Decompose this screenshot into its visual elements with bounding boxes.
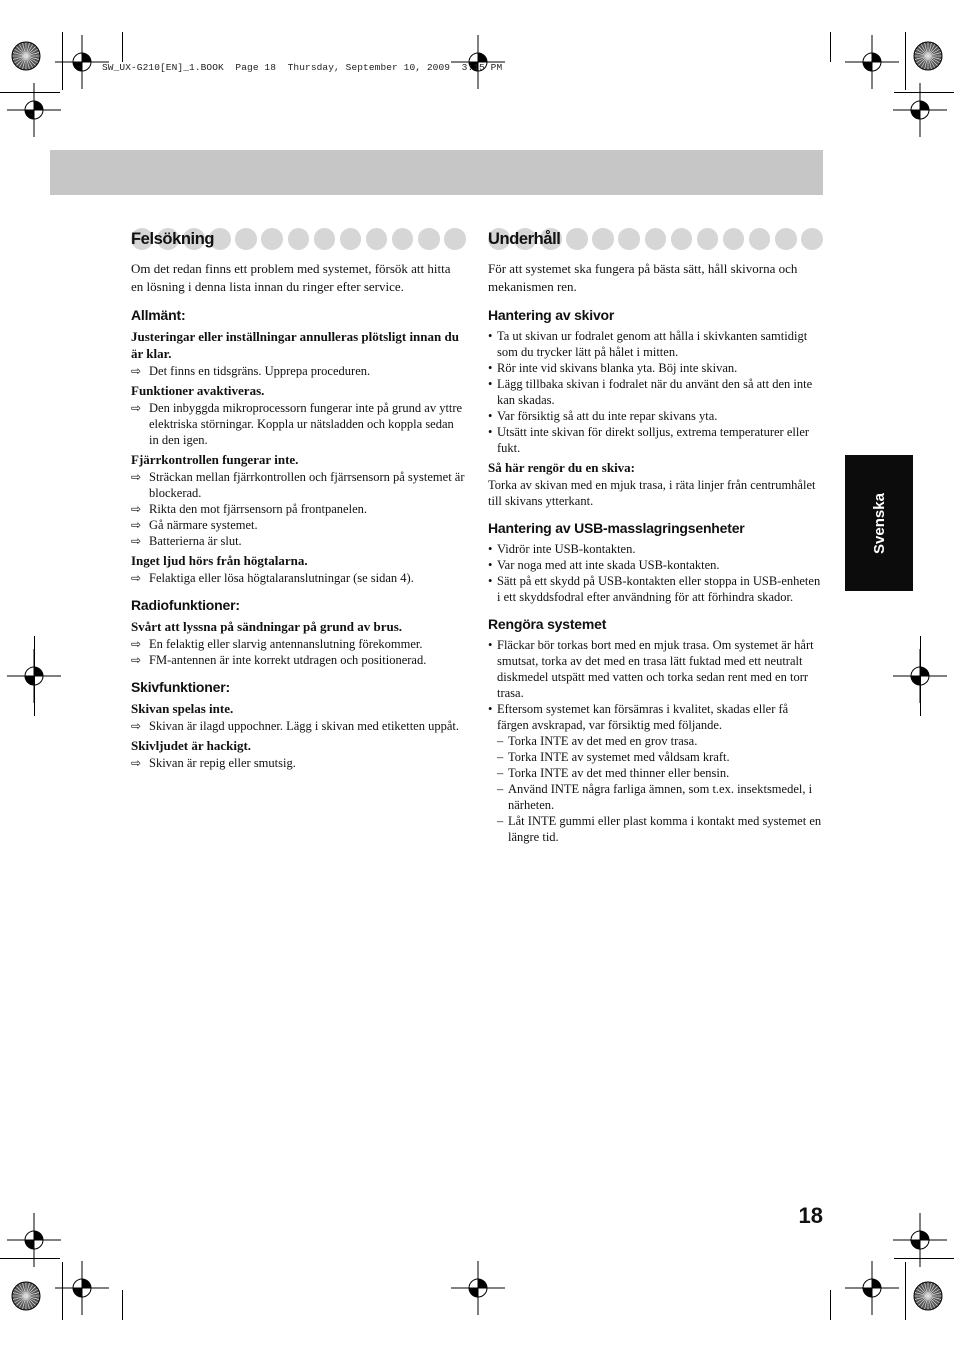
- print-header: SW_UX-G210[EN]_1.BOOK Page 18 Thursday, September 10, 2009 3:15 PM: [102, 62, 503, 73]
- radio-heading: Radiofunktioner:: [131, 597, 240, 613]
- language-tab: [845, 455, 913, 591]
- registration-mark-icon: [55, 35, 109, 89]
- crop-line: [122, 32, 123, 62]
- list-item: • Fläckar bör torkas bort med en mjuk trasa. Om systemet är hårt smutsat, torka av det med en trasa lätt fuktad med ett neutralt diskmedel utspätt med vatten och torka sedan rent med en torr trasa.: [488, 637, 823, 701]
- list-item: • Eftersom systemet kan försämras i kvalitet, skadas eller få färgen avskrapad, var försiktig med följande.: [488, 701, 823, 733]
- problem-title: Justeringar eller inställningar annulleras plötsligt innan du är klar.: [131, 329, 459, 361]
- crop-line: [830, 32, 831, 62]
- dash-item: – Använd INTE några farliga ämnen, som t.ex. insektsmedel, i närheten.: [488, 781, 823, 813]
- color-target-icon: [11, 41, 41, 71]
- maintenance-intro: För att systemet ska fungera på bästa sätt, håll skivorna och mekanismen ren.: [488, 261, 798, 294]
- problem-title: Skivan spelas inte.: [131, 701, 234, 716]
- problem-title: Inget ljud hörs från högtalarna.: [131, 553, 308, 568]
- registration-mark-icon: [845, 1261, 899, 1315]
- remedy-item: ⇨ Det finns en tidsgräns. Upprepa proceduren.: [131, 364, 371, 378]
- list-item: • Sätt på ett skydd på USB-kontakten eller stoppa in USB-enheten i ett skyddsfodral efter användning för att förhindra skador.: [488, 573, 823, 605]
- problem-title: Svårt att lyssna på sändningar på grund av brus.: [131, 619, 403, 634]
- remedy-item: ⇨ Gå närmare systemet.: [131, 518, 258, 532]
- troubleshooting-column: [131, 226, 466, 771]
- arrow-icon: ⇨: [131, 719, 142, 733]
- system-heading: Rengöra systemet: [488, 616, 607, 632]
- troubleshooting-heading: [131, 226, 466, 252]
- arrow-icon: ⇨: [131, 534, 142, 548]
- color-target-icon: [913, 1281, 943, 1311]
- registration-mark-icon: [845, 35, 899, 89]
- disc-cleaning-title: Så här rengör du en skiva:: [488, 460, 636, 475]
- problem-title: Skivljudet är hackigt.: [131, 738, 252, 753]
- arrow-icon: ⇨: [131, 571, 142, 585]
- crop-line: [894, 92, 954, 93]
- remedy-item: ⇨ En felaktig eller slarvig antennanslutning förekommer.: [131, 637, 423, 651]
- header-band: [50, 150, 823, 195]
- maintenance-column: [488, 226, 823, 845]
- remedy-item: ⇨ Skivan är repig eller smutsig.: [131, 756, 296, 770]
- disc-cleaning-text: Torka av skivan med en mjuk trasa, i räta linjer från centrumhålet till skivans ytterkant.: [488, 478, 816, 508]
- arrow-icon: ⇨: [131, 756, 142, 770]
- remedy-item: ⇨ Batterierna är slut.: [131, 534, 242, 548]
- list-item: • Utsätt inte skivan för direkt solljus, extrema temperaturer eller fukt.: [488, 424, 823, 456]
- arrow-icon: ⇨: [131, 502, 142, 516]
- remedy-item: ⇨ Felaktiga eller lösa högtalaranslutningar (se sidan 4).: [131, 571, 414, 585]
- language-tab-label: Svenska: [870, 492, 888, 554]
- remedy-item: ⇨ Skivan är ilagd uppochner. Lägg i skivan med etiketten uppåt.: [131, 719, 459, 733]
- dash-item: – Torka INTE av systemet med våldsam kraft.: [488, 749, 823, 765]
- crop-line: [62, 1262, 63, 1320]
- arrow-icon: ⇨: [131, 470, 142, 484]
- dash-item: – Torka INTE av det med thinner eller bensin.: [488, 765, 823, 781]
- crop-line: [62, 32, 63, 90]
- dash-item: – Torka INTE av det med en grov trasa.: [488, 733, 823, 749]
- crop-line: [0, 1258, 60, 1259]
- crop-line: [34, 636, 35, 716]
- remedy-item: ⇨ Sträckan mellan fjärrkontrollen och fjärrsensorn på systemet är blockerad.: [131, 470, 465, 500]
- list-item: • Lägg tillbaka skivan i fodralet när du använt den så att den inte kan skadas.: [488, 376, 823, 408]
- general-heading: Allmänt:: [131, 307, 186, 323]
- crop-line: [894, 1258, 954, 1259]
- list-item: • Rör inte vid skivans blanka yta. Böj inte skivan.: [488, 360, 823, 376]
- dash-item: – Låt INTE gummi eller plast komma i kontakt med systemet en längre tid.: [488, 813, 823, 845]
- list-item: • Ta ut skivan ur fodralet genom att hålla i skivkanten samtidigt som du trycker lätt på hålet i mitten.: [488, 328, 823, 360]
- troubleshooting-intro: Om det redan finns ett problem med systemet, försök att hitta en lösning i denna lista innan du ringer efter service.: [131, 261, 451, 294]
- registration-mark-icon: [451, 1261, 505, 1315]
- remedy-item: ⇨ Rikta den mot fjärrsensorn på frontpanelen.: [131, 502, 367, 516]
- arrow-icon: ⇨: [131, 364, 142, 378]
- list-item: • Var noga med att inte skada USB-kontakten.: [488, 557, 823, 573]
- crop-line: [830, 1290, 831, 1320]
- maintenance-title: Underhåll: [488, 230, 561, 248]
- crop-line: [122, 1290, 123, 1320]
- crop-line: [905, 1262, 906, 1320]
- list-item: • Var försiktig så att du inte repar skivans yta.: [488, 408, 823, 424]
- discs-heading: Hantering av skivor: [488, 307, 615, 323]
- remedy-item: ⇨ FM-antennen är inte korrekt utdragen och positionerad.: [131, 653, 427, 667]
- arrow-icon: ⇨: [131, 518, 142, 532]
- problem-title: Funktioner avaktiveras.: [131, 383, 265, 398]
- color-target-icon: [11, 1281, 41, 1311]
- disc-heading: Skivfunktioner:: [131, 679, 230, 695]
- list-item: • Vidrör inte USB-kontakten.: [488, 541, 823, 557]
- arrow-icon: ⇨: [131, 637, 142, 651]
- arrow-icon: ⇨: [131, 653, 142, 667]
- registration-mark-icon: [55, 1261, 109, 1315]
- color-target-icon: [913, 41, 943, 71]
- crop-line: [905, 32, 906, 90]
- arrow-icon: ⇨: [131, 401, 142, 415]
- usb-heading: Hantering av USB-masslagringsenheter: [488, 520, 745, 536]
- page-number: 18: [798, 1203, 823, 1228]
- crop-line: [920, 636, 921, 716]
- remedy-item: ⇨ Den inbyggda mikroprocessorn fungerar inte på grund av yttre elektriska störningar. Koppla ur nätsladden och koppla sedan in den igen.: [131, 401, 463, 447]
- problem-title: Fjärrkontrollen fungerar inte.: [131, 452, 299, 467]
- maintenance-heading: [488, 226, 823, 252]
- crop-line: [0, 92, 60, 93]
- troubleshooting-title: Felsökning: [131, 230, 215, 248]
